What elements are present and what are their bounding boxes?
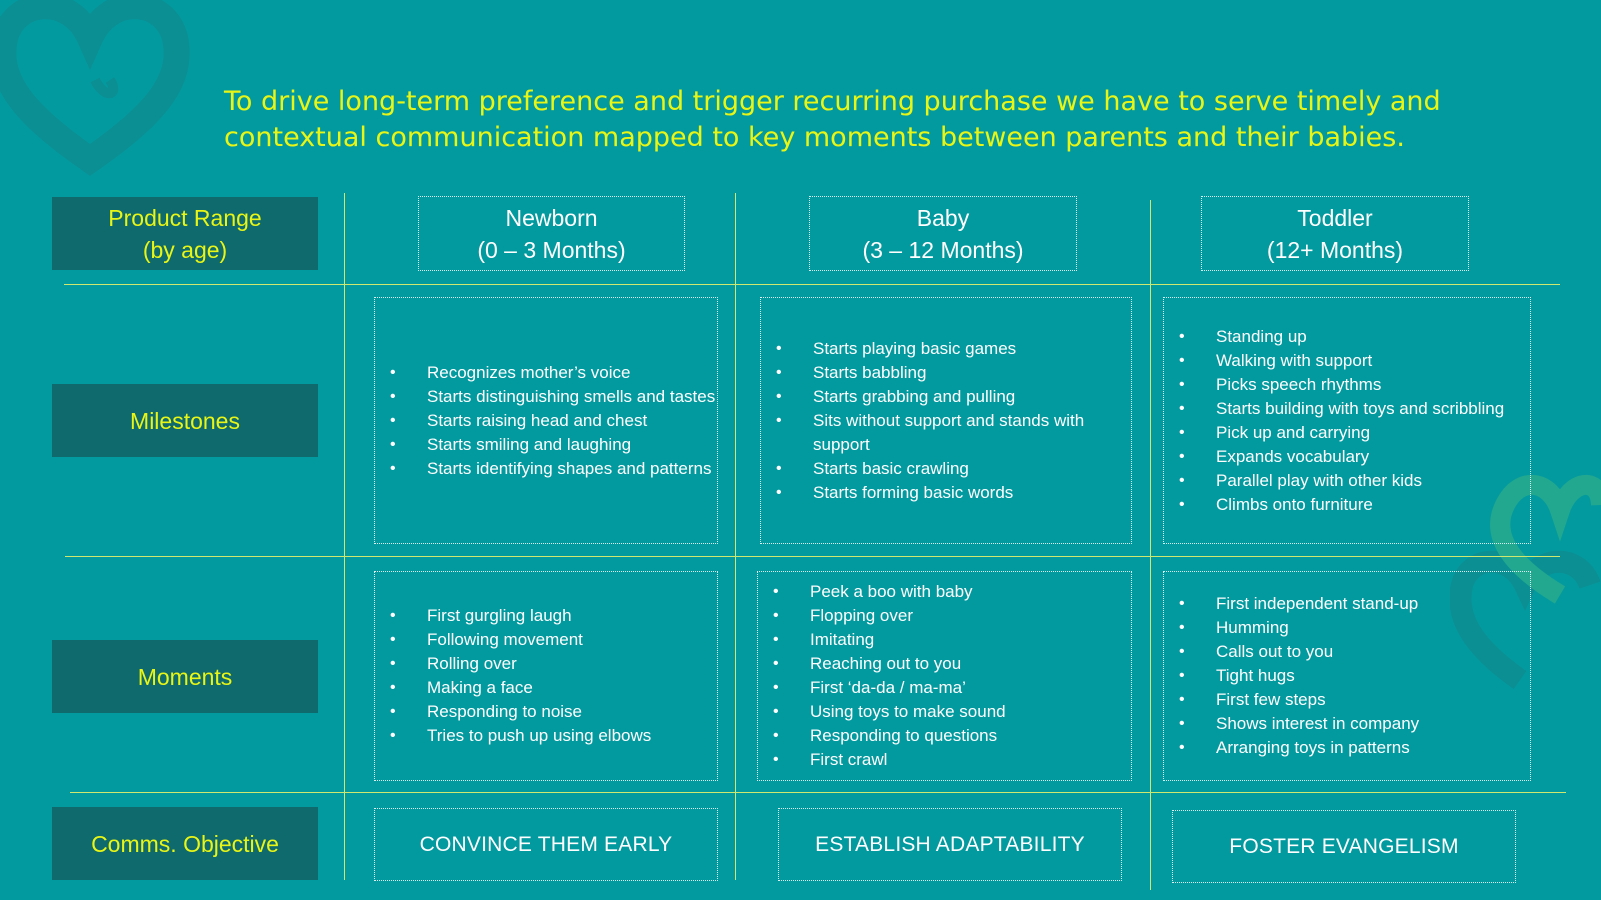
list-item: • Recognizes mother’s voice	[427, 361, 715, 385]
row-label-moments: Moments	[52, 640, 318, 713]
row-label-text: (by age)	[142, 236, 228, 263]
milestones-list	[1164, 325, 1504, 517]
moments-toddler	[1163, 571, 1531, 781]
list-item: • Tries to push up using elbows	[427, 724, 651, 748]
row-divider	[65, 556, 1560, 557]
list-item: • Starts raising head and chest	[427, 409, 715, 433]
list-item: • Reaching out to you	[810, 652, 1006, 676]
list-item: • Parallel play with other kids	[1216, 469, 1504, 493]
list-item: • First gurgling laugh	[427, 604, 651, 628]
list-item: • Tight hugs	[1216, 664, 1419, 688]
list-item: • Starts grabbing and pulling	[813, 385, 1131, 409]
list-item: • Starts forming basic words	[813, 481, 1131, 505]
column-divider	[344, 193, 345, 880]
list-item: • Peek a boo with baby	[810, 580, 1006, 604]
list-item: • Starts identifying shapes and patterns	[427, 457, 715, 481]
objective-newborn: CONVINCE THEM EARLY	[374, 808, 718, 881]
objective-baby: ESTABLISH ADAPTABILITY	[778, 808, 1122, 881]
list-item: • Imitating	[810, 628, 1006, 652]
milestones-list	[375, 361, 715, 481]
list-item: • Flopping over	[810, 604, 1006, 628]
row-label-milestones: Milestones	[52, 384, 318, 457]
headline: To drive long-term preference and trigger recurring purchase we have to serve timely and contextual communication mapped to key moments between parents and their babies.	[224, 86, 1441, 153]
column-divider	[735, 193, 736, 880]
row-label-text: Product Range	[108, 204, 262, 231]
list-item: • First crawl	[810, 748, 1006, 772]
objective-toddler: FOSTER EVANGELISM	[1172, 810, 1516, 883]
list-item: • Starts babbling	[813, 361, 1131, 385]
list-item: • Arranging toys in patterns	[1216, 736, 1419, 760]
row-label-comms-objective: Comms. Objective	[52, 807, 318, 880]
moments-list	[758, 580, 1006, 772]
column-header-toddler	[1201, 196, 1469, 271]
list-item: • Climbs onto furniture	[1216, 493, 1504, 517]
moments-newborn	[374, 571, 718, 781]
column-age: (12+ Months)	[1266, 236, 1404, 263]
column-title: Toddler	[1297, 204, 1373, 231]
milestones-newborn	[374, 297, 718, 544]
column-title: Newborn	[505, 204, 598, 231]
list-item: • Expands vocabulary	[1216, 445, 1504, 469]
list-item: • Starts smiling and laughing	[427, 433, 715, 457]
list-item: • Responding to questions	[810, 724, 1006, 748]
list-item: • Calls out to you	[1216, 640, 1419, 664]
list-item: • First independent stand-up	[1216, 592, 1419, 616]
heart-logo-icon	[0, 0, 200, 190]
milestones-baby	[760, 297, 1132, 544]
list-item: • Sits without support and stands with support	[813, 409, 1131, 457]
list-item: • First few steps	[1216, 688, 1419, 712]
column-divider	[1150, 200, 1151, 890]
moments-list	[375, 604, 651, 748]
list-item: • Standing up	[1216, 325, 1504, 349]
list-item: • Shows interest in company	[1216, 712, 1419, 736]
list-item: • Picks speech rhythms	[1216, 373, 1504, 397]
row-label-product-range	[52, 197, 318, 270]
milestones-toddler	[1163, 297, 1531, 544]
list-item: • Starts distinguishing smells and tastes	[427, 385, 715, 409]
moments-baby	[757, 571, 1132, 781]
list-item: • Using toys to make sound	[810, 700, 1006, 724]
column-age: (3 – 12 Months)	[862, 236, 1024, 263]
list-item: • Starts playing basic games	[813, 337, 1131, 361]
list-item: • Starts building with toys and scribbling	[1216, 397, 1504, 421]
moments-list	[1164, 592, 1419, 760]
column-title: Baby	[916, 204, 970, 231]
list-item: • Starts basic crawling	[813, 457, 1131, 481]
list-item: • Humming	[1216, 616, 1419, 640]
milestones-list	[761, 337, 1131, 505]
list-item: • Pick up and carrying	[1216, 421, 1504, 445]
row-divider	[70, 792, 1566, 793]
list-item: • Making a face	[427, 676, 651, 700]
list-item: • Walking with support	[1216, 349, 1504, 373]
column-header-baby	[809, 196, 1077, 271]
list-item: • Following movement	[427, 628, 651, 652]
column-age: (0 – 3 Months)	[477, 236, 626, 263]
list-item: • First ‘da-da / ma-ma’	[810, 676, 1006, 700]
row-divider	[64, 284, 1560, 285]
column-header-newborn	[418, 196, 685, 271]
list-item: • Rolling over	[427, 652, 651, 676]
list-item: • Responding to noise	[427, 700, 651, 724]
